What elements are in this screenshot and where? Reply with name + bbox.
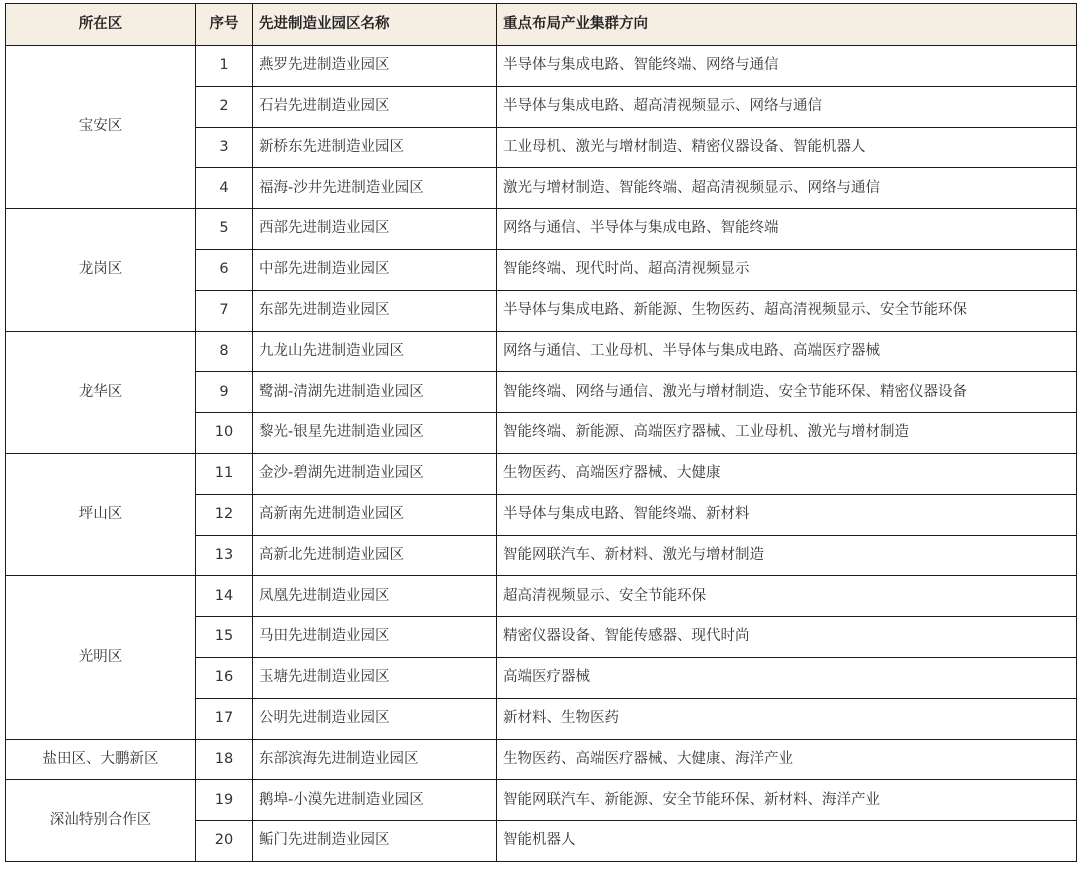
table-row	[6, 576, 1077, 617]
cell-industry: 半导体与集成电路、超高清视频显示、网络与通信	[497, 86, 1077, 127]
cell-industry: 智能终端、现代时尚、超高清视频显示	[497, 249, 1077, 290]
cell-no: 1	[196, 46, 253, 87]
cell-district: 盐田区、大鹏新区	[6, 739, 196, 780]
cell-district: 龙岗区	[6, 209, 196, 331]
cell-park-name: 石岩先进制造业园区	[253, 86, 497, 127]
cell-no: 11	[196, 453, 253, 494]
cell-park-name: 福海-沙井先进制造业园区	[253, 168, 497, 209]
cell-park-name: 西部先进制造业园区	[253, 209, 497, 250]
table-row	[6, 780, 1077, 821]
cell-industry: 生物医药、高端医疗器械、大健康	[497, 453, 1077, 494]
cell-no: 19	[196, 780, 253, 821]
cell-industry: 超高清视频显示、安全节能环保	[497, 576, 1077, 617]
cell-park-name: 中部先进制造业园区	[253, 249, 497, 290]
cell-park-name: 东部滨海先进制造业园区	[253, 739, 497, 780]
cell-no: 12	[196, 494, 253, 535]
cell-park-name: 鹅埠-小漠先进制造业园区	[253, 780, 497, 821]
cell-no: 4	[196, 168, 253, 209]
table-row	[6, 331, 1077, 372]
header-industry: 重点布局产业集群方向	[497, 4, 1077, 46]
cell-park-name: 公明先进制造业园区	[253, 698, 497, 739]
cell-industry: 激光与增材制造、智能终端、超高清视频显示、网络与通信	[497, 168, 1077, 209]
park-table	[5, 3, 1077, 862]
cell-industry: 半导体与集成电路、智能终端、网络与通信	[497, 46, 1077, 87]
cell-no: 5	[196, 209, 253, 250]
cell-park-name: 马田先进制造业园区	[253, 617, 497, 658]
cell-district: 深汕特别合作区	[6, 780, 196, 862]
cell-park-name: 东部先进制造业园区	[253, 290, 497, 331]
cell-industry: 半导体与集成电路、智能终端、新材料	[497, 494, 1077, 535]
cell-industry: 智能网联汽车、新能源、安全节能环保、新材料、海洋产业	[497, 780, 1077, 821]
cell-industry: 生物医药、高端医疗器械、大健康、海洋产业	[497, 739, 1077, 780]
cell-industry: 工业母机、激光与增材制造、精密仪器设备、智能机器人	[497, 127, 1077, 168]
cell-park-name: 高新南先进制造业园区	[253, 494, 497, 535]
cell-industry: 新材料、生物医药	[497, 698, 1077, 739]
header-park-name: 先进制造业园区名称	[253, 4, 497, 46]
cell-no: 3	[196, 127, 253, 168]
cell-no: 9	[196, 372, 253, 413]
cell-park-name: 燕罗先进制造业园区	[253, 46, 497, 87]
cell-park-name: 黎光-银星先进制造业园区	[253, 413, 497, 454]
cell-no: 10	[196, 413, 253, 454]
table-body	[6, 46, 1077, 862]
cell-no: 7	[196, 290, 253, 331]
cell-park-name: 玉塘先进制造业园区	[253, 657, 497, 698]
cell-industry: 智能终端、新能源、高端医疗器械、工业母机、激光与增材制造	[497, 413, 1077, 454]
table-header	[6, 4, 1077, 46]
cell-industry: 智能终端、网络与通信、激光与增材制造、安全节能环保、精密仪器设备	[497, 372, 1077, 413]
cell-industry: 智能机器人	[497, 821, 1077, 862]
table-row	[6, 209, 1077, 250]
table-row	[6, 739, 1077, 780]
cell-park-name: 高新北先进制造业园区	[253, 535, 497, 576]
header-row	[6, 4, 1077, 46]
cell-no: 8	[196, 331, 253, 372]
cell-park-name: 凤凰先进制造业园区	[253, 576, 497, 617]
cell-no: 18	[196, 739, 253, 780]
cell-no: 20	[196, 821, 253, 862]
cell-industry: 网络与通信、半导体与集成电路、智能终端	[497, 209, 1077, 250]
cell-park-name: 鹭湖-清湖先进制造业园区	[253, 372, 497, 413]
cell-district: 光明区	[6, 576, 196, 739]
cell-park-name: 鲘门先进制造业园区	[253, 821, 497, 862]
cell-no: 14	[196, 576, 253, 617]
cell-park-name: 新桥东先进制造业园区	[253, 127, 497, 168]
cell-park-name: 九龙山先进制造业园区	[253, 331, 497, 372]
cell-no: 17	[196, 698, 253, 739]
park-table-container	[5, 3, 1077, 862]
cell-district: 宝安区	[6, 46, 196, 209]
cell-no: 2	[196, 86, 253, 127]
cell-industry: 精密仪器设备、智能传感器、现代时尚	[497, 617, 1077, 658]
table-row	[6, 46, 1077, 87]
cell-no: 15	[196, 617, 253, 658]
cell-industry: 网络与通信、工业母机、半导体与集成电路、高端医疗器械	[497, 331, 1077, 372]
cell-industry: 高端医疗器械	[497, 657, 1077, 698]
cell-industry: 智能网联汽车、新材料、激光与增材制造	[497, 535, 1077, 576]
cell-no: 16	[196, 657, 253, 698]
cell-park-name: 金沙-碧湖先进制造业园区	[253, 453, 497, 494]
cell-no: 13	[196, 535, 253, 576]
cell-no: 6	[196, 249, 253, 290]
cell-district: 坪山区	[6, 453, 196, 575]
cell-industry: 半导体与集成电路、新能源、生物医药、超高清视频显示、安全节能环保	[497, 290, 1077, 331]
header-district: 所在区	[6, 4, 196, 46]
header-no: 序号	[196, 4, 253, 46]
cell-district: 龙华区	[6, 331, 196, 453]
table-row	[6, 453, 1077, 494]
